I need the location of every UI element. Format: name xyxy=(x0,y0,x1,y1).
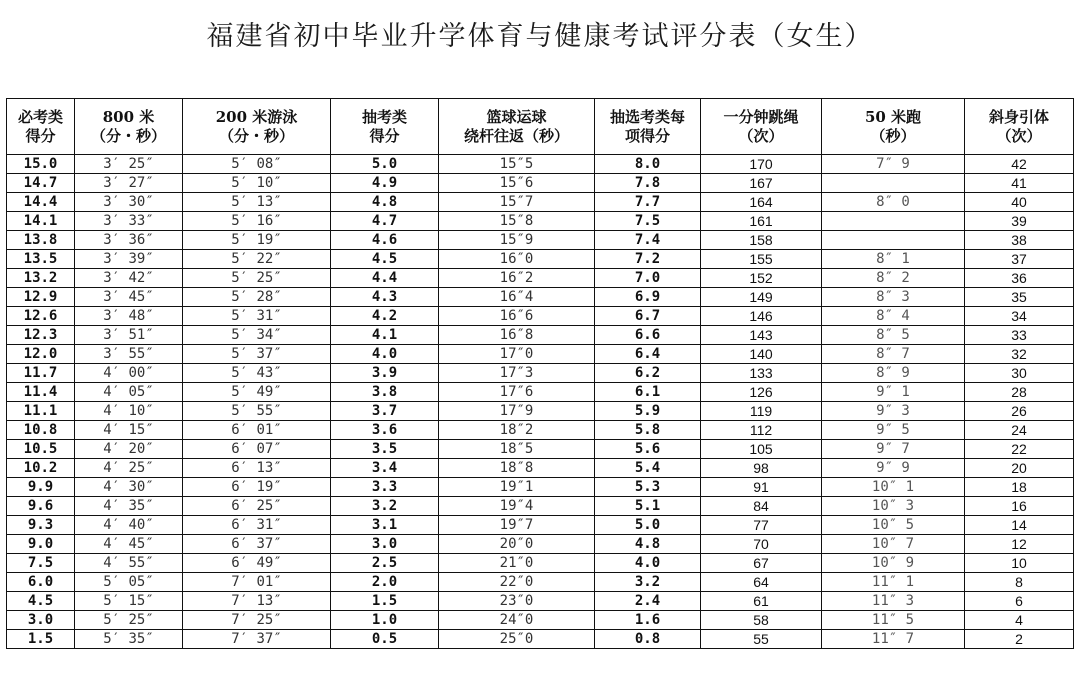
cell-rope-skipping: 91 xyxy=(701,478,822,497)
header-line: 抽考类 xyxy=(361,107,407,126)
cell-run-800m: 5′ 05″ xyxy=(75,573,183,592)
cell-incline-pullup: 38 xyxy=(965,231,1074,250)
cell-rope-skipping: 170 xyxy=(701,155,822,174)
table-row xyxy=(7,402,1074,421)
cell-elective-item-score: 6.4 xyxy=(595,345,701,364)
cell-run-800m: 4′ 55″ xyxy=(75,554,183,573)
cell-run-800m: 5′ 35″ xyxy=(75,630,183,649)
table-row xyxy=(7,269,1074,288)
cell-run-800m: 3′ 30″ xyxy=(75,193,183,212)
cell-basketball-dribble: 20″0 xyxy=(439,535,595,554)
cell-run-800m: 4′ 05″ xyxy=(75,383,183,402)
cell-elective-score: 4.0 xyxy=(331,345,439,364)
cell-run-800m: 4′ 00″ xyxy=(75,364,183,383)
cell-run-50m: 8″ 9 xyxy=(822,364,965,383)
cell-required-score: 13.2 xyxy=(7,269,75,288)
cell-elective-score: 4.3 xyxy=(331,288,439,307)
cell-basketball-dribble: 16″4 xyxy=(439,288,595,307)
cell-run-800m: 3′ 42″ xyxy=(75,269,183,288)
cell-elective-item-score: 6.7 xyxy=(595,307,701,326)
cell-elective-item-score: 5.3 xyxy=(595,478,701,497)
cell-required-score: 3.0 xyxy=(7,611,75,630)
cell-incline-pullup: 30 xyxy=(965,364,1074,383)
cell-run-800m: 4′ 40″ xyxy=(75,516,183,535)
cell-run-800m: 4′ 20″ xyxy=(75,440,183,459)
cell-basketball-dribble: 21″0 xyxy=(439,554,595,573)
cell-required-score: 11.7 xyxy=(7,364,75,383)
cell-basketball-dribble: 17″9 xyxy=(439,402,595,421)
cell-required-score: 14.1 xyxy=(7,212,75,231)
cell-required-score: 9.9 xyxy=(7,478,75,497)
cell-incline-pullup: 14 xyxy=(965,516,1074,535)
table-row xyxy=(7,326,1074,345)
header-rope-skipping xyxy=(701,99,822,155)
cell-swim-200m: 6′ 31″ xyxy=(183,516,331,535)
cell-incline-pullup: 22 xyxy=(965,440,1074,459)
cell-swim-200m: 5′ 43″ xyxy=(183,364,331,383)
cell-basketball-dribble: 23″0 xyxy=(439,592,595,611)
cell-run-800m: 3′ 33″ xyxy=(75,212,183,231)
cell-incline-pullup: 34 xyxy=(965,307,1074,326)
cell-required-score: 7.5 xyxy=(7,554,75,573)
table-row xyxy=(7,231,1074,250)
header-line: 800 米 xyxy=(102,107,155,126)
header-line: 一分钟跳绳 xyxy=(723,107,799,126)
cell-elective-score: 1.0 xyxy=(331,611,439,630)
cell-run-800m: 5′ 15″ xyxy=(75,592,183,611)
cell-basketball-dribble: 17″6 xyxy=(439,383,595,402)
cell-required-score: 4.5 xyxy=(7,592,75,611)
header-row xyxy=(7,99,1074,155)
cell-elective-item-score: 7.8 xyxy=(595,174,701,193)
cell-run-800m: 3′ 25″ xyxy=(75,155,183,174)
cell-elective-item-score: 8.0 xyxy=(595,155,701,174)
cell-elective-score: 3.7 xyxy=(331,402,439,421)
cell-basketball-dribble: 25″0 xyxy=(439,630,595,649)
cell-run-50m: 9″ 1 xyxy=(822,383,965,402)
cell-run-800m: 3′ 48″ xyxy=(75,307,183,326)
cell-elective-item-score: 7.7 xyxy=(595,193,701,212)
cell-rope-skipping: 167 xyxy=(701,174,822,193)
cell-elective-item-score: 3.2 xyxy=(595,573,701,592)
cell-elective-score: 3.1 xyxy=(331,516,439,535)
cell-rope-skipping: 55 xyxy=(701,630,822,649)
cell-run-50m: 9″ 3 xyxy=(822,402,965,421)
cell-run-50m: 11″ 5 xyxy=(822,611,965,630)
table-header xyxy=(7,99,1074,155)
cell-elective-score: 4.9 xyxy=(331,174,439,193)
cell-swim-200m: 5′ 22″ xyxy=(183,250,331,269)
cell-elective-item-score: 6.2 xyxy=(595,364,701,383)
cell-elective-item-score: 7.2 xyxy=(595,250,701,269)
cell-elective-item-score: 5.9 xyxy=(595,402,701,421)
cell-run-50m: 9″ 7 xyxy=(822,440,965,459)
table-row xyxy=(7,421,1074,440)
table-row xyxy=(7,497,1074,516)
cell-swim-200m: 6′ 07″ xyxy=(183,440,331,459)
cell-swim-200m: 6′ 25″ xyxy=(183,497,331,516)
cell-required-score: 12.3 xyxy=(7,326,75,345)
cell-required-score: 12.6 xyxy=(7,307,75,326)
cell-rope-skipping: 133 xyxy=(701,364,822,383)
cell-swim-200m: 6′ 49″ xyxy=(183,554,331,573)
cell-incline-pullup: 39 xyxy=(965,212,1074,231)
table-row xyxy=(7,250,1074,269)
cell-rope-skipping: 58 xyxy=(701,611,822,630)
cell-run-800m: 3′ 51″ xyxy=(75,326,183,345)
cell-swim-200m: 5′ 49″ xyxy=(183,383,331,402)
cell-basketball-dribble: 16″6 xyxy=(439,307,595,326)
cell-elective-score: 0.5 xyxy=(331,630,439,649)
cell-basketball-dribble: 24″0 xyxy=(439,611,595,630)
header-elective-score xyxy=(331,99,439,155)
table-row xyxy=(7,459,1074,478)
cell-swim-200m: 6′ 37″ xyxy=(183,535,331,554)
cell-swim-200m: 5′ 16″ xyxy=(183,212,331,231)
cell-run-800m: 4′ 30″ xyxy=(75,478,183,497)
header-line: 得分 xyxy=(369,126,400,145)
cell-basketball-dribble: 18″2 xyxy=(439,421,595,440)
header-line: 抽选考类每 xyxy=(609,107,685,126)
table-row xyxy=(7,478,1074,497)
cell-required-score: 15.0 xyxy=(7,155,75,174)
cell-elective-score: 4.1 xyxy=(331,326,439,345)
cell-rope-skipping: 152 xyxy=(701,269,822,288)
page-title: 福建省初中毕业升学体育与健康考试评分表（女生） xyxy=(206,21,874,52)
cell-rope-skipping: 155 xyxy=(701,250,822,269)
cell-basketball-dribble: 22″0 xyxy=(439,573,595,592)
table-row xyxy=(7,611,1074,630)
cell-run-50m: 8″ 7 xyxy=(822,345,965,364)
cell-required-score: 10.8 xyxy=(7,421,75,440)
header-line: （秒） xyxy=(870,126,916,145)
cell-run-50m xyxy=(822,212,965,231)
cell-rope-skipping: 158 xyxy=(701,231,822,250)
cell-elective-score: 4.4 xyxy=(331,269,439,288)
header-basketball-dribble xyxy=(439,99,595,155)
header-line: 50 米跑 xyxy=(864,107,922,126)
table-row xyxy=(7,212,1074,231)
cell-elective-score: 3.8 xyxy=(331,383,439,402)
cell-rope-skipping: 146 xyxy=(701,307,822,326)
cell-swim-200m: 5′ 28″ xyxy=(183,288,331,307)
cell-required-score: 1.5 xyxy=(7,630,75,649)
cell-incline-pullup: 8 xyxy=(965,573,1074,592)
cell-elective-item-score: 2.4 xyxy=(595,592,701,611)
cell-incline-pullup: 16 xyxy=(965,497,1074,516)
cell-required-score: 12.9 xyxy=(7,288,75,307)
cell-required-score: 9.0 xyxy=(7,535,75,554)
cell-elective-score: 3.6 xyxy=(331,421,439,440)
cell-rope-skipping: 70 xyxy=(701,535,822,554)
cell-elective-score: 4.8 xyxy=(331,193,439,212)
cell-elective-item-score: 4.8 xyxy=(595,535,701,554)
cell-rope-skipping: 64 xyxy=(701,573,822,592)
cell-run-800m: 3′ 39″ xyxy=(75,250,183,269)
cell-basketball-dribble: 15″6 xyxy=(439,174,595,193)
cell-incline-pullup: 4 xyxy=(965,611,1074,630)
cell-swim-200m: 6′ 01″ xyxy=(183,421,331,440)
cell-basketball-dribble: 16″0 xyxy=(439,250,595,269)
cell-basketball-dribble: 15″8 xyxy=(439,212,595,231)
header-line: （次） xyxy=(996,126,1042,145)
cell-run-50m: 11″ 1 xyxy=(822,573,965,592)
cell-elective-score: 4.5 xyxy=(331,250,439,269)
cell-required-score: 10.2 xyxy=(7,459,75,478)
cell-run-800m: 4′ 35″ xyxy=(75,497,183,516)
cell-run-50m: 9″ 9 xyxy=(822,459,965,478)
cell-swim-200m: 7′ 13″ xyxy=(183,592,331,611)
cell-elective-item-score: 5.6 xyxy=(595,440,701,459)
cell-swim-200m: 5′ 25″ xyxy=(183,269,331,288)
cell-rope-skipping: 61 xyxy=(701,592,822,611)
cell-elective-item-score: 7.0 xyxy=(595,269,701,288)
cell-rope-skipping: 112 xyxy=(701,421,822,440)
table-row xyxy=(7,307,1074,326)
cell-run-800m: 3′ 45″ xyxy=(75,288,183,307)
cell-required-score: 11.1 xyxy=(7,402,75,421)
cell-run-50m: 10″ 5 xyxy=(822,516,965,535)
table-row xyxy=(7,193,1074,212)
cell-incline-pullup: 10 xyxy=(965,554,1074,573)
cell-rope-skipping: 143 xyxy=(701,326,822,345)
cell-swim-200m: 6′ 13″ xyxy=(183,459,331,478)
cell-rope-skipping: 161 xyxy=(701,212,822,231)
cell-basketball-dribble: 17″3 xyxy=(439,364,595,383)
cell-elective-score: 4.6 xyxy=(331,231,439,250)
header-line: 必考类 xyxy=(17,107,63,126)
cell-elective-score: 2.5 xyxy=(331,554,439,573)
cell-basketball-dribble: 15″9 xyxy=(439,231,595,250)
cell-swim-200m: 6′ 19″ xyxy=(183,478,331,497)
cell-swim-200m: 7′ 01″ xyxy=(183,573,331,592)
cell-elective-score: 3.3 xyxy=(331,478,439,497)
table-row xyxy=(7,592,1074,611)
cell-run-800m: 4′ 15″ xyxy=(75,421,183,440)
cell-basketball-dribble: 19″1 xyxy=(439,478,595,497)
cell-rope-skipping: 84 xyxy=(701,497,822,516)
cell-run-50m: 8″ 0 xyxy=(822,193,965,212)
cell-run-50m: 11″ 7 xyxy=(822,630,965,649)
cell-required-score: 13.8 xyxy=(7,231,75,250)
cell-run-800m: 4′ 10″ xyxy=(75,402,183,421)
cell-incline-pullup: 12 xyxy=(965,535,1074,554)
header-required-score xyxy=(7,99,75,155)
cell-required-score: 9.6 xyxy=(7,497,75,516)
cell-run-50m: 8″ 1 xyxy=(822,250,965,269)
header-line: 绕杆往返（秒） xyxy=(463,126,569,145)
table-row xyxy=(7,364,1074,383)
cell-run-50m: 10″ 3 xyxy=(822,497,965,516)
cell-rope-skipping: 140 xyxy=(701,345,822,364)
cell-elective-item-score: 1.6 xyxy=(595,611,701,630)
cell-incline-pullup: 42 xyxy=(965,155,1074,174)
cell-elective-score: 4.7 xyxy=(331,212,439,231)
cell-run-50m xyxy=(822,174,965,193)
cell-required-score: 11.4 xyxy=(7,383,75,402)
cell-basketball-dribble: 18″8 xyxy=(439,459,595,478)
cell-elective-score: 1.5 xyxy=(331,592,439,611)
cell-run-800m: 3′ 36″ xyxy=(75,231,183,250)
cell-swim-200m: 5′ 13″ xyxy=(183,193,331,212)
cell-elective-item-score: 7.5 xyxy=(595,212,701,231)
cell-rope-skipping: 119 xyxy=(701,402,822,421)
cell-swim-200m: 5′ 37″ xyxy=(183,345,331,364)
cell-required-score: 10.5 xyxy=(7,440,75,459)
cell-rope-skipping: 77 xyxy=(701,516,822,535)
cell-elective-item-score: 0.8 xyxy=(595,630,701,649)
cell-incline-pullup: 2 xyxy=(965,630,1074,649)
table-body xyxy=(7,155,1074,649)
cell-elective-score: 3.4 xyxy=(331,459,439,478)
table-row xyxy=(7,155,1074,174)
cell-run-50m: 7″ 9 xyxy=(822,155,965,174)
cell-rope-skipping: 149 xyxy=(701,288,822,307)
cell-run-50m: 10″ 1 xyxy=(822,478,965,497)
cell-required-score: 6.0 xyxy=(7,573,75,592)
cell-run-50m: 8″ 5 xyxy=(822,326,965,345)
cell-elective-item-score: 5.1 xyxy=(595,497,701,516)
cell-elective-item-score: 5.4 xyxy=(595,459,701,478)
cell-required-score: 14.4 xyxy=(7,193,75,212)
cell-run-50m xyxy=(822,231,965,250)
cell-incline-pullup: 18 xyxy=(965,478,1074,497)
table-row xyxy=(7,440,1074,459)
cell-incline-pullup: 37 xyxy=(965,250,1074,269)
table-row xyxy=(7,174,1074,193)
cell-incline-pullup: 33 xyxy=(965,326,1074,345)
cell-run-50m: 10″ 7 xyxy=(822,535,965,554)
header-line: 项得分 xyxy=(624,126,670,145)
cell-basketball-dribble: 19″4 xyxy=(439,497,595,516)
cell-run-800m: 4′ 45″ xyxy=(75,535,183,554)
header-incline-pullup xyxy=(965,99,1074,155)
table-row xyxy=(7,573,1074,592)
table-row xyxy=(7,345,1074,364)
cell-swim-200m: 5′ 31″ xyxy=(183,307,331,326)
cell-run-50m: 11″ 3 xyxy=(822,592,965,611)
cell-elective-item-score: 7.4 xyxy=(595,231,701,250)
cell-elective-score: 3.9 xyxy=(331,364,439,383)
cell-basketball-dribble: 18″5 xyxy=(439,440,595,459)
cell-elective-score: 3.0 xyxy=(331,535,439,554)
cell-run-800m: 4′ 25″ xyxy=(75,459,183,478)
header-run-800m xyxy=(75,99,183,155)
cell-swim-200m: 7′ 25″ xyxy=(183,611,331,630)
cell-rope-skipping: 105 xyxy=(701,440,822,459)
cell-incline-pullup: 28 xyxy=(965,383,1074,402)
cell-incline-pullup: 32 xyxy=(965,345,1074,364)
cell-run-50m: 9″ 5 xyxy=(822,421,965,440)
cell-elective-score: 2.0 xyxy=(331,573,439,592)
cell-required-score: 13.5 xyxy=(7,250,75,269)
cell-elective-item-score: 6.1 xyxy=(595,383,701,402)
cell-required-score: 9.3 xyxy=(7,516,75,535)
cell-rope-skipping: 164 xyxy=(701,193,822,212)
cell-rope-skipping: 67 xyxy=(701,554,822,573)
table-row xyxy=(7,554,1074,573)
cell-elective-score: 4.2 xyxy=(331,307,439,326)
cell-rope-skipping: 126 xyxy=(701,383,822,402)
cell-incline-pullup: 35 xyxy=(965,288,1074,307)
table-row xyxy=(7,383,1074,402)
cell-required-score: 12.0 xyxy=(7,345,75,364)
cell-elective-item-score: 4.0 xyxy=(595,554,701,573)
cell-elective-item-score: 5.8 xyxy=(595,421,701,440)
cell-incline-pullup: 26 xyxy=(965,402,1074,421)
cell-elective-item-score: 6.9 xyxy=(595,288,701,307)
cell-incline-pullup: 20 xyxy=(965,459,1074,478)
cell-run-50m: 8″ 4 xyxy=(822,307,965,326)
cell-incline-pullup: 40 xyxy=(965,193,1074,212)
cell-basketball-dribble: 16″8 xyxy=(439,326,595,345)
cell-swim-200m: 5′ 10″ xyxy=(183,174,331,193)
cell-run-50m: 8″ 3 xyxy=(822,288,965,307)
cell-basketball-dribble: 15″7 xyxy=(439,193,595,212)
header-line: （分・秒） xyxy=(90,126,166,145)
cell-run-50m: 10″ 9 xyxy=(822,554,965,573)
table-row xyxy=(7,516,1074,535)
header-swim-200m xyxy=(183,99,331,155)
cell-elective-item-score: 6.6 xyxy=(595,326,701,345)
table-row xyxy=(7,288,1074,307)
header-elective-item-score xyxy=(595,99,701,155)
cell-swim-200m: 7′ 37″ xyxy=(183,630,331,649)
cell-incline-pullup: 36 xyxy=(965,269,1074,288)
score-table xyxy=(6,98,1074,649)
table-row xyxy=(7,535,1074,554)
table-row xyxy=(7,630,1074,649)
cell-rope-skipping: 98 xyxy=(701,459,822,478)
header-line: 斜身引体 xyxy=(988,107,1049,126)
cell-elective-score: 5.0 xyxy=(331,155,439,174)
cell-run-800m: 5′ 25″ xyxy=(75,611,183,630)
cell-incline-pullup: 6 xyxy=(965,592,1074,611)
header-line: （次） xyxy=(738,126,784,145)
cell-incline-pullup: 24 xyxy=(965,421,1074,440)
header-line: 篮球运球 xyxy=(486,107,547,126)
cell-run-800m: 3′ 55″ xyxy=(75,345,183,364)
cell-elective-score: 3.5 xyxy=(331,440,439,459)
cell-basketball-dribble: 16″2 xyxy=(439,269,595,288)
cell-swim-200m: 5′ 19″ xyxy=(183,231,331,250)
cell-basketball-dribble: 17″0 xyxy=(439,345,595,364)
cell-swim-200m: 5′ 34″ xyxy=(183,326,331,345)
cell-elective-item-score: 5.0 xyxy=(595,516,701,535)
header-line: 200 米游泳 xyxy=(215,107,298,126)
cell-incline-pullup: 41 xyxy=(965,174,1074,193)
header-line: 得分 xyxy=(25,126,56,145)
cell-swim-200m: 5′ 08″ xyxy=(183,155,331,174)
cell-run-50m: 8″ 2 xyxy=(822,269,965,288)
header-run-50m xyxy=(822,99,965,155)
cell-swim-200m: 5′ 55″ xyxy=(183,402,331,421)
cell-required-score: 14.7 xyxy=(7,174,75,193)
cell-run-800m: 3′ 27″ xyxy=(75,174,183,193)
cell-elective-score: 3.2 xyxy=(331,497,439,516)
cell-basketball-dribble: 19″7 xyxy=(439,516,595,535)
cell-basketball-dribble: 15″5 xyxy=(439,155,595,174)
header-line: （分・秒） xyxy=(218,126,294,145)
